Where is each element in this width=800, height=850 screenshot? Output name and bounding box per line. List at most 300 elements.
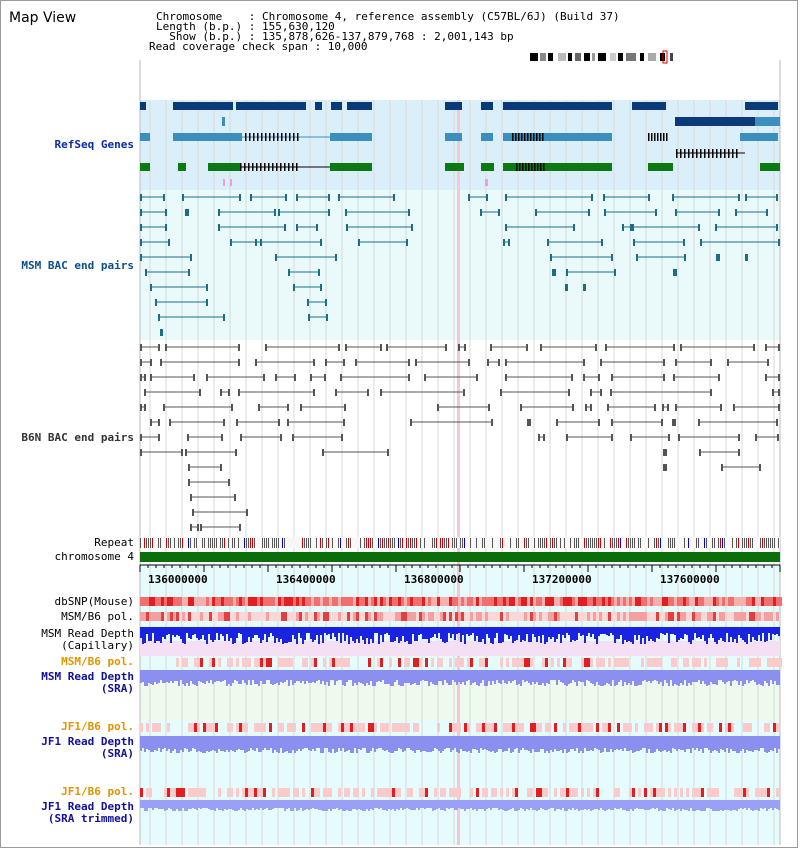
repeat-mark <box>718 538 719 548</box>
depth-bar <box>388 670 390 684</box>
depth-bar <box>600 736 602 753</box>
snp-density <box>548 597 551 606</box>
depth-bar <box>166 800 168 810</box>
depth-bar <box>374 670 376 686</box>
depth-bar <box>610 670 612 686</box>
depth-bar <box>668 800 670 809</box>
depth-bar <box>716 627 718 644</box>
depth-bar <box>676 736 678 751</box>
depth-bar <box>720 670 722 680</box>
depth-bar <box>166 670 168 682</box>
depth-bar <box>744 627 746 642</box>
pol-density <box>737 658 740 667</box>
depth-bar <box>604 800 606 811</box>
bac-pair-end <box>288 269 290 276</box>
pol-density <box>572 723 575 732</box>
pol-density <box>155 723 158 732</box>
depth-bar <box>334 670 336 685</box>
bac-pair-end <box>206 284 208 291</box>
depth-bar <box>338 670 340 680</box>
pol-density <box>587 612 590 621</box>
pol-density <box>470 658 473 667</box>
bac-pair-end <box>611 434 613 441</box>
depth-bar <box>354 627 356 643</box>
pol-density <box>629 788 632 797</box>
depth-bar <box>658 800 660 811</box>
bac-pair-end <box>296 224 298 231</box>
pol-density <box>545 658 548 667</box>
depth-bar <box>686 670 688 686</box>
msm-capillary-bg <box>140 641 780 656</box>
depth-bar <box>340 627 342 643</box>
repeat-mark <box>254 538 255 548</box>
depth-bar <box>288 800 290 808</box>
depth-bar <box>340 800 342 809</box>
repeat-mark <box>170 538 171 548</box>
bac-pair-end <box>595 344 597 351</box>
depth-bar <box>156 736 158 751</box>
pol-density <box>149 612 152 621</box>
bac-pair-end <box>275 254 277 261</box>
pol-density <box>377 658 380 667</box>
bac-pair-end <box>663 464 665 471</box>
pol-density <box>146 723 149 732</box>
pol-density <box>236 788 239 797</box>
bac-pair-end <box>355 359 357 366</box>
depth-bar <box>568 800 570 809</box>
depth-bar <box>734 800 736 810</box>
depth-bar <box>730 736 732 749</box>
gene-block <box>178 163 186 171</box>
depth-bar <box>270 670 272 684</box>
repeat-mark <box>222 538 223 548</box>
depth-bar <box>152 736 154 752</box>
depth-bar <box>398 627 400 643</box>
repeat-mark <box>152 538 153 548</box>
snp-density <box>509 597 512 606</box>
depth-bar <box>588 800 590 809</box>
depth-bar <box>756 627 758 641</box>
pol-density <box>494 788 497 797</box>
pol-density <box>419 658 422 667</box>
depth-bar <box>466 627 468 634</box>
snp-density <box>392 597 395 606</box>
repeat-mark <box>232 538 233 548</box>
depth-bar <box>248 736 250 751</box>
snp-density <box>572 597 575 606</box>
depth-bar <box>530 627 532 642</box>
pol-density <box>773 658 776 667</box>
depth-bar <box>592 736 594 751</box>
label-msm-read-sra: MSM Read Depth (SRA) <box>41 670 134 695</box>
depth-bar <box>282 627 284 644</box>
depth-bar <box>218 670 220 681</box>
depth-bar <box>282 800 284 808</box>
depth-bar <box>764 670 766 681</box>
pol-density <box>596 723 599 732</box>
snp-density <box>770 597 773 606</box>
repeat-mark <box>250 538 251 548</box>
depth-bar <box>230 736 232 750</box>
pol-density <box>485 788 488 797</box>
depth-bar <box>350 800 352 811</box>
pol-density <box>236 658 239 667</box>
depth-bar <box>144 736 146 752</box>
snp-density <box>215 597 218 606</box>
depth-bar <box>498 736 500 749</box>
pol-density <box>488 723 491 732</box>
pol-density <box>725 723 728 732</box>
snp-density <box>641 597 644 606</box>
pol-density <box>755 612 758 621</box>
depth-bar <box>538 670 540 685</box>
depth-bar <box>740 670 742 681</box>
gene-block <box>315 102 322 110</box>
depth-bar <box>356 800 358 810</box>
bac-pair-end <box>206 299 208 306</box>
bac-pair-end <box>600 389 602 396</box>
snp-density <box>731 597 734 606</box>
depth-bar <box>694 627 696 633</box>
pol-density <box>545 788 548 797</box>
depth-bar <box>546 736 548 751</box>
bac-pair-end <box>278 419 280 426</box>
depth-bar <box>582 800 584 810</box>
depth-bar <box>682 736 684 750</box>
depth-bar <box>436 800 438 809</box>
bac-pair-end <box>505 374 507 381</box>
bac-pair-end <box>411 224 413 231</box>
depth-bar <box>320 736 322 753</box>
depth-bar <box>428 800 430 808</box>
depth-bar <box>716 800 718 811</box>
depth-bar <box>594 670 596 686</box>
depth-bar <box>576 670 578 686</box>
depth-bar <box>458 736 460 753</box>
snp-density <box>410 597 413 606</box>
pol-density <box>512 723 515 732</box>
depth-bar <box>148 736 150 750</box>
depth-bar <box>626 800 628 811</box>
depth-bar <box>714 736 716 750</box>
depth-bar <box>598 670 600 685</box>
depth-bar <box>174 670 176 681</box>
depth-bar <box>632 736 634 753</box>
depth-bar <box>342 736 344 748</box>
depth-bar <box>158 627 160 641</box>
depth-bar <box>318 800 320 810</box>
pol-density <box>386 788 389 797</box>
depth-bar <box>736 670 738 681</box>
bac-pair-end <box>150 359 152 366</box>
depth-bar <box>618 736 620 750</box>
depth-bar <box>256 800 258 809</box>
depth-bar <box>690 736 692 753</box>
depth-bar <box>140 800 142 808</box>
depth-bar <box>364 800 366 811</box>
depth-bar <box>214 627 216 640</box>
depth-bar <box>204 800 206 808</box>
depth-bar <box>570 670 572 683</box>
depth-bar <box>650 670 652 683</box>
bac-pair-end <box>340 374 342 381</box>
depth-bar <box>170 736 172 753</box>
bac-pair-end <box>550 254 552 261</box>
depth-bar <box>644 800 646 810</box>
depth-bar <box>258 627 260 638</box>
repeat-mark <box>416 538 417 548</box>
depth-bar <box>632 627 634 644</box>
repeat-mark <box>308 538 309 548</box>
pol-density <box>242 723 245 732</box>
depth-bar <box>190 670 192 681</box>
depth-bar <box>684 736 686 752</box>
depth-bar <box>652 800 654 808</box>
snp-density <box>266 597 269 606</box>
depth-bar <box>534 670 536 684</box>
depth-bar <box>244 736 246 753</box>
depth-bar <box>524 800 526 811</box>
snp-density <box>287 597 290 606</box>
pol-density <box>644 723 647 732</box>
bac-pair-end <box>675 269 677 276</box>
snp-density <box>296 597 299 606</box>
depth-bar <box>704 736 706 748</box>
depth-bar <box>500 627 502 643</box>
bac-pair-end <box>490 344 492 351</box>
repeat-mark <box>770 538 771 548</box>
repeat-mark <box>576 538 577 548</box>
pol-density <box>551 612 554 621</box>
depth-bar <box>364 670 366 686</box>
depth-bar <box>194 670 196 685</box>
depth-bar <box>218 800 220 810</box>
depth-bar <box>710 670 712 682</box>
snp-density <box>593 597 596 606</box>
depth-bar <box>338 800 340 810</box>
pol-density <box>719 723 722 732</box>
depth-bar <box>166 627 168 635</box>
bac-pair-end <box>463 389 465 396</box>
depth-bar <box>332 670 334 680</box>
depth-bar <box>666 800 668 808</box>
bac-pair-end <box>193 374 195 381</box>
pol-density <box>734 612 737 621</box>
repeat-mark <box>220 538 221 548</box>
pol-density <box>149 788 152 797</box>
depth-bar <box>354 800 356 809</box>
depth-bar <box>250 627 252 642</box>
depth-bar <box>344 736 346 752</box>
pol-density <box>266 612 269 621</box>
repeat-mark <box>592 538 593 548</box>
depth-bar <box>392 627 394 642</box>
bac-pair-end <box>313 359 315 366</box>
depth-bar <box>190 800 192 809</box>
depth-bar <box>292 736 294 750</box>
depth-bar <box>684 670 686 680</box>
depth-bar <box>450 736 452 752</box>
pol-density <box>416 658 419 667</box>
bac-pair-end <box>622 224 624 231</box>
pol-density <box>506 723 509 732</box>
depth-bar <box>334 627 336 637</box>
pol-density <box>260 788 263 797</box>
bac-pair-end <box>607 404 609 411</box>
bac-pair-end <box>614 269 616 276</box>
depth-bar <box>380 800 382 808</box>
depth-bar <box>308 736 310 750</box>
pol-density <box>632 612 635 621</box>
repeat-mark <box>304 538 305 548</box>
bac-pair-end <box>508 239 510 246</box>
bac-pair-end <box>221 434 223 441</box>
depth-bar <box>348 736 350 750</box>
depth-bar <box>514 627 516 641</box>
depth-bar <box>406 736 408 748</box>
snp-density <box>407 597 410 606</box>
bac-pair-end <box>672 419 674 426</box>
pol-density <box>167 788 170 797</box>
depth-bar <box>298 800 300 810</box>
depth-bar <box>490 670 492 685</box>
depth-bar <box>188 627 190 638</box>
snp-density <box>728 597 731 606</box>
bac-pair-end <box>672 194 674 201</box>
depth-bar <box>718 627 720 640</box>
snp-density <box>350 597 353 606</box>
depth-bar <box>638 800 640 809</box>
depth-bar <box>748 736 750 751</box>
bac-pair-end <box>188 464 190 471</box>
pol-density <box>230 723 233 732</box>
pol-density <box>740 788 743 797</box>
depth-bar <box>750 736 752 751</box>
pol-density <box>476 723 479 732</box>
snp-density <box>164 597 167 606</box>
pol-density <box>230 658 233 667</box>
pol-density <box>155 612 158 621</box>
pol-density <box>698 612 701 621</box>
pol-density <box>200 612 203 621</box>
depth-bar <box>590 736 592 750</box>
snp-density <box>587 597 590 606</box>
pol-density <box>707 788 710 797</box>
pol-density <box>158 723 161 732</box>
bac-pair-end <box>632 224 634 231</box>
bac-pair-end <box>246 509 248 516</box>
pol-density <box>212 658 215 667</box>
repeat-mark <box>424 538 425 548</box>
gene-exon <box>540 163 542 171</box>
pol-density <box>392 788 395 797</box>
repeat-mark <box>604 538 605 548</box>
bac-pair-end <box>738 194 740 201</box>
depth-bar <box>728 736 730 753</box>
depth-bar <box>484 670 486 686</box>
depth-bar <box>634 670 636 686</box>
depth-bar <box>684 800 686 810</box>
depth-bar <box>470 627 472 635</box>
pol-density <box>656 612 659 621</box>
repeat-mark <box>366 538 367 548</box>
snp-density <box>767 597 770 606</box>
depth-bar <box>760 627 762 641</box>
snp-density <box>749 597 752 606</box>
pol-density <box>368 658 371 667</box>
pol-density <box>212 723 215 732</box>
pol-density <box>182 612 185 621</box>
pol-density <box>740 612 743 621</box>
pol-density <box>458 612 461 621</box>
depth-bar <box>746 800 748 810</box>
depth-bar <box>300 670 302 683</box>
repeat-mark <box>768 538 769 548</box>
depth-bar <box>232 736 234 751</box>
gene-exon <box>281 133 283 141</box>
depth-bar <box>528 670 530 683</box>
depth-bar <box>146 736 148 749</box>
pol-density <box>455 658 458 667</box>
depth-bar <box>392 800 394 809</box>
depth-bar <box>770 800 772 808</box>
repeat-mark <box>590 538 591 548</box>
depth-bar <box>304 670 306 684</box>
repeat-mark <box>446 538 447 548</box>
pol-density <box>431 658 434 667</box>
depth-bar <box>252 627 254 638</box>
depth-bar <box>736 800 738 811</box>
pol-density <box>152 723 155 732</box>
depth-bar <box>626 627 628 642</box>
depth-bar <box>598 736 600 750</box>
depth-bar <box>514 736 516 749</box>
depth-bar <box>438 627 440 633</box>
pol-density <box>500 788 503 797</box>
depth-bar <box>738 670 740 685</box>
pol-density <box>500 612 503 621</box>
bac-pair-end <box>228 389 230 396</box>
depth-bar <box>536 736 538 752</box>
depth-bar <box>234 670 236 680</box>
repeat-mark <box>204 538 205 548</box>
ideogram-band <box>530 53 538 61</box>
depth-bar <box>484 800 486 811</box>
depth-bar <box>402 736 404 752</box>
depth-bar <box>710 627 712 634</box>
depth-bar <box>768 627 770 633</box>
pol-density <box>713 788 716 797</box>
snp-density <box>617 597 620 606</box>
bac-pair-end <box>190 524 192 531</box>
depth-bar <box>336 800 338 808</box>
axis-tick-label: 136400000 <box>276 573 336 586</box>
depth-bar <box>196 627 198 638</box>
repeat-mark <box>274 538 275 548</box>
depth-bar <box>624 800 626 810</box>
depth-bar <box>372 800 374 810</box>
snp-density <box>242 597 245 606</box>
depth-bar <box>730 670 732 686</box>
depth-bar <box>476 736 478 750</box>
repeat-mark <box>748 538 749 548</box>
depth-bar <box>468 670 470 680</box>
depth-bar <box>612 670 614 680</box>
bac-pair-end <box>745 194 747 201</box>
depth-bar <box>248 670 250 680</box>
depth-bar <box>216 627 218 633</box>
repeat-mark <box>618 538 619 548</box>
